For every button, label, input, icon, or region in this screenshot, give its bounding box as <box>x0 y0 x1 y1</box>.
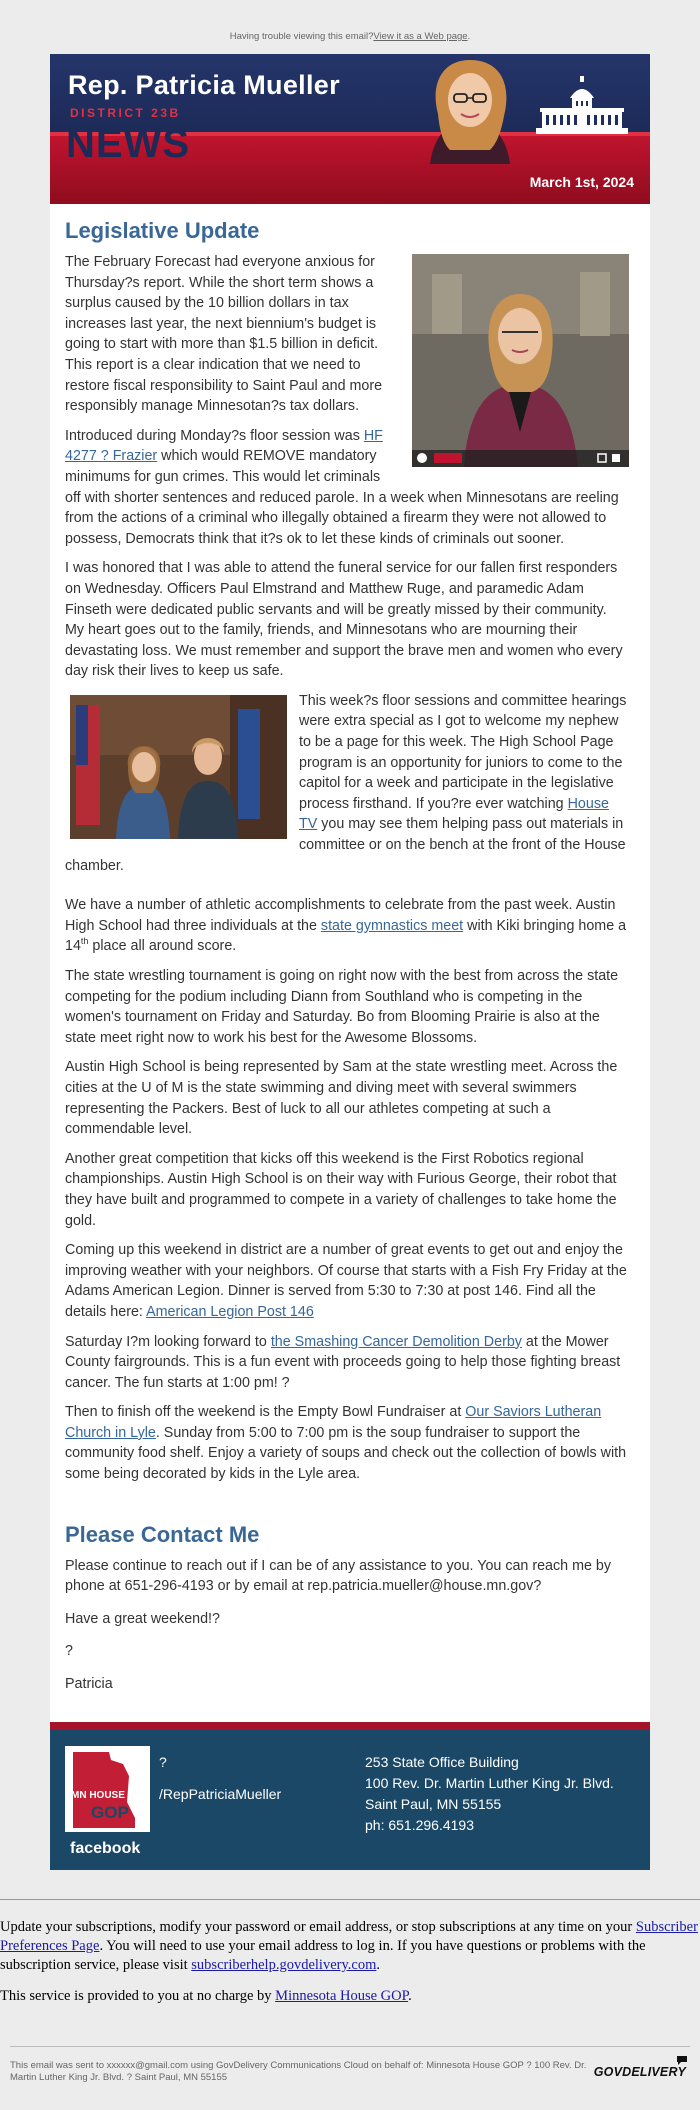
derby-paragraph: Saturday I?m looking forward to the Smashing Cancer Demolition Derby at the Mower County fairgrounds. This is a fun event with proceeds going to help those fighting breast cancer. The fun starts at 1:00 pm! ? <box>65 1333 621 1391</box>
office-address <box>365 1752 614 1836</box>
weekend-greeting: Have a great weekend!? <box>65 1610 220 1627</box>
header-banner <box>50 54 650 204</box>
govdelivery-logo[interactable]: GOVDELIVERY <box>593 2064 686 2079</box>
svg-text:GOP: GOP <box>91 1802 129 1822</box>
issue-date: March 1st, 2024 <box>529 174 634 190</box>
spacer-char: ? <box>65 1643 73 1660</box>
facebook-wordmark: facebook <box>70 1839 141 1857</box>
fine-print <box>10 2046 690 2106</box>
trouble-suffix: . <box>467 31 471 42</box>
forecast-paragraph: The February Forecast had everyone anxious for Thursday?s report. While the short term shows a surplus caused by the 10 billion dollars in tax increases last year, the next biennium's budget is going to start with more than $1.5 billion in deficit. This report is a clear indication that we need to restore fiscal responsibility to Saint Paul and more responsibly manage Minnesotan?s tax dollars. <box>65 254 383 415</box>
lutheran-church-link[interactable]: Our Saviors Lutheran Church in Lyle <box>65 1404 602 1441</box>
hf4277-link[interactable]: HF 4277 ? Frazier <box>65 427 383 465</box>
facebook-handle-link[interactable]: /RepPatriciaMueller <box>159 1785 282 1802</box>
mn-house-gop-logo[interactable] <box>65 1746 150 1858</box>
fish-fry-paragraph: Coming up this weekend in district are a number of great events to get out and enjoy the improving weather with your neighbors. Of course that starts with a Fish Fry Friday at the Adams American Legion. Dinner is served from 5:30 to 7:30 at post 146. Find all the details here: American Legion Post 146 <box>65 1242 627 1320</box>
contact-paragraph: Please continue to reach out if I can be of any assistance to you. You can reach me by phone at 651-296-4193 or by email at rep.patricia.mueller@house.mn.gov? <box>65 1557 612 1595</box>
subscription-notice <box>0 1899 700 2006</box>
empty-bowl-paragraph: Then to finish off the weekend is the Empty Bowl Fundraiser at Our Saviors Lutheran Church in Lyle. Sunday from 5:00 to 7:00 pm is the soup fundraiser to support the community food shelf. Enjoy a variety of soups and check out the collection of bowls with some being decorated by kids in the Lyle area. <box>65 1404 627 1483</box>
service-paragraph: This service is provided to you at no charge by Minnesota House GOP. <box>0 1987 412 2004</box>
subscriberhelp-link[interactable]: subscriberhelp.govdelivery.com <box>191 1956 377 1973</box>
video-thumbnail[interactable] <box>412 254 629 467</box>
rep-name: Rep. Patricia Mueller <box>68 70 340 100</box>
main-content <box>50 204 650 1722</box>
phone-line: ph: 651.296.4193 <box>365 1816 474 1833</box>
address-line: 253 State Office Building <box>365 1753 519 1770</box>
news-label: NEWS <box>66 122 190 166</box>
robotics-paragraph: Another great competition that kicks off this weekend is the First Robotics regional championships. Austin High School is on their way with Furious George, their robot that they have built and programmed to compete in a variety of challenges to take home the gold. <box>65 1150 617 1229</box>
mn-house-gop-link[interactable]: Minnesota House GOP <box>275 1987 409 2004</box>
austin-paragraph: Austin High School is being represented by Sam at the state wrestling meet. Across the cities at the U of M is the state swimming and diving meet with several swimmers representing the Packers. Best of luck to all our athletes competing at such a commendable level. <box>65 1059 618 1138</box>
address-line: Saint Paul, MN 55155 <box>365 1795 502 1812</box>
address-line: 100 Rev. Dr. Martin Luther King Jr. Blvd. <box>365 1774 614 1791</box>
district-label: DISTRICT 23B <box>70 106 181 120</box>
trouble-text: Having trouble viewing this email? <box>229 31 374 42</box>
svg-text:MN HOUSE: MN HOUSE <box>71 1789 125 1801</box>
page-program-paragraph: This week?s floor sessions and committee hearings were extra special as I got to welcome my nephew to be a page for this week. The High School Page program is an opportunity for juniors to come to the capitol for a week and participate in the legislative process firsthand. If you?re ever watching House TV you may see them helping pass out materials in committee or on the bench at the front of the House chamber. <box>65 692 627 874</box>
capitol-icon <box>536 76 628 134</box>
american-legion-link[interactable]: American Legion Post 146 <box>146 1303 314 1320</box>
view-online-bar <box>0 0 700 54</box>
page-program-photo <box>70 695 287 839</box>
demolition-derby-link[interactable]: the Smashing Cancer Demolition Derby <box>270 1333 522 1350</box>
contact-heading: Please Contact Me <box>65 1521 260 1547</box>
subscriber-preferences-link[interactable]: Subscriber Preferences Page <box>0 1918 698 1954</box>
hf4277-paragraph: Introduced during Monday?s floor session was HF 4277 ? Frazier which would REMOVE mandatory minimums for gun crimes. This would let criminals off with shorter sentences and reduced parole. In a week when Minnesotans are reeling from the actions of a criminal who illegally obtained a firearm they were not allowed to possess, Democrats think that it?s ok to let these kinds of criminals out sooner. <box>65 427 619 547</box>
wrestling-paragraph: The state wrestling tournament is going on right now with the best from across the state competing for the podium including Diann from Southland who is competing in the women's tournament on Friday and Saturday. Bo from Blooming Prairie is also at the state meet right now to work his best for the Awesome Blossoms. <box>65 968 619 1046</box>
gymnastics-paragraph: We have a number of athletic accomplishments to celebrate from the past week. Austin High School had three individuals at the state gymnastics meet with Kiki bringing home a 14th place all around score. <box>65 897 627 955</box>
legislative-update-heading: Legislative Update <box>65 218 260 243</box>
house-tv-link[interactable]: House TV <box>299 795 609 833</box>
funeral-paragraph: I was honored that I was able to attend the funeral service for our fallen first responders on Wednesday. Officers Paul Elmstrand and Matthew Ruge, and paramedic Adam Finseth were dedicated public servants and will be greatly missed by their community. My heart goes out to the family, friends, and Minnesotans who are mourning their devastating loss. We must remember and support the brave men and women who every day risk their lives to keep us safe. <box>65 560 623 680</box>
sent-to-text: This email was sent to xxxxxx@gmail.com using GovDelivery Communications Cloud on behalf of: Minnesota House GOP ? 100 Rev. Dr. Martin Luther King Jr. Blvd. ? Saint Paul, MN 55155 <box>10 2059 587 2083</box>
newsletter <box>50 54 650 1870</box>
footer-question-mark: ? <box>159 1753 167 1770</box>
subscription-paragraph: Update your subscriptions, modify your password or email address, or stop subscriptions at any time on your Subscriber Preferences Page. You will need to use your email address to log in. If you have questions or problems with the subscription service, please visit subscriberhelp.govdelivery.com. <box>0 1918 698 1973</box>
view-webpage-link[interactable]: View it as a Web page <box>373 31 468 42</box>
signature: Patricia <box>65 1676 113 1693</box>
gymnastics-link[interactable]: state gymnastics meet <box>320 917 464 934</box>
contact-footer <box>50 1730 650 1870</box>
portrait-image <box>416 54 524 164</box>
